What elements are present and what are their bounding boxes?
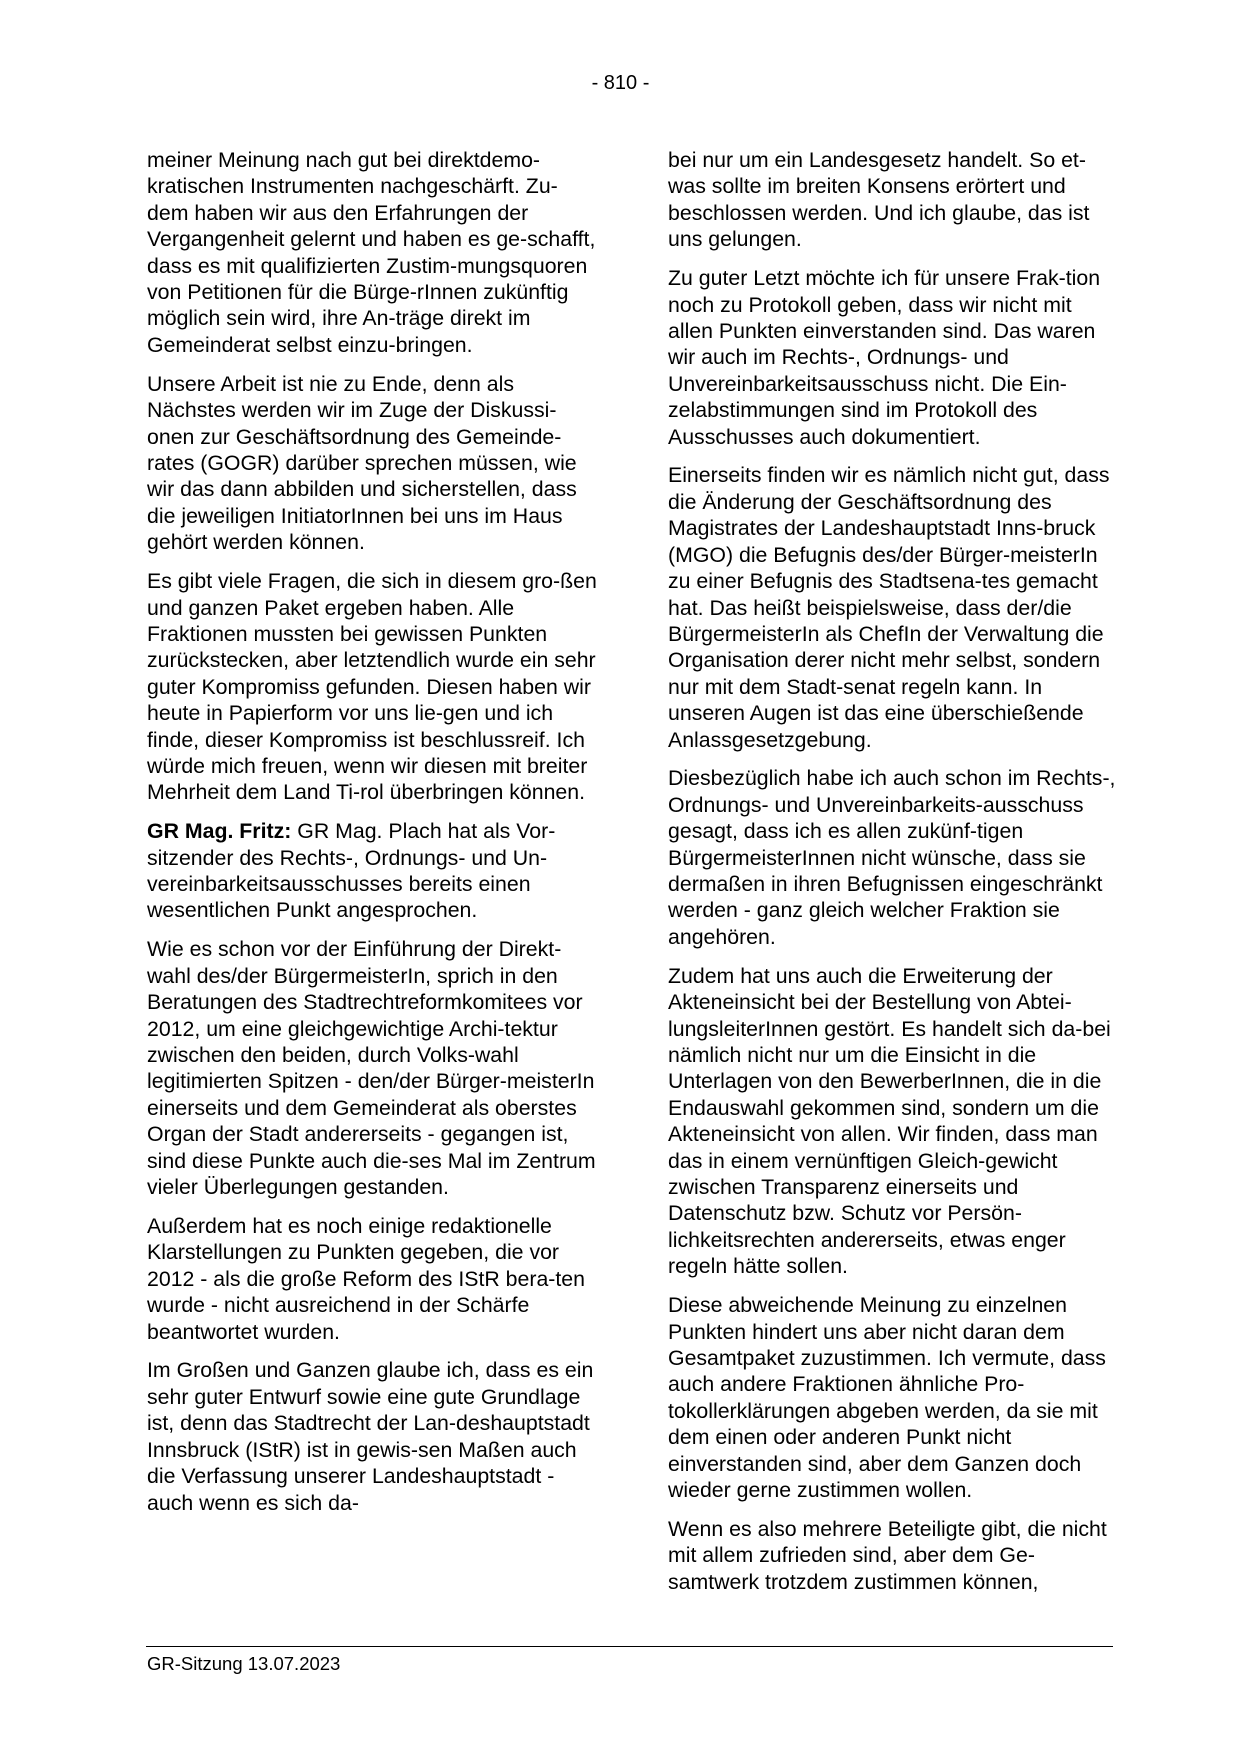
paragraph: Wie es schon vor der Einführung der Direkt-wahl des/der BürgermeisterIn, sprich in den Beratungen des Stadtrechtreformkomitees vor 2012, um eine gleichgewichtige Archi-tektur zwischen den beiden, durch Volks-wahl legitimierten Spitzen - den/der Bürger-meisterIn einerseits und dem Gemeinderat als oberstes Organ der Stadt andererseits - gegangen ist, sind diese Punkte auch die-ses Mal im Zentrum vieler Überlegungen gestanden. <box>147 937 596 1200</box>
paragraph: Einerseits finden wir es nämlich nicht gut, dass die Änderung der Geschäftsordnung des Magistrates der Landeshauptstadt Inns-bruck (MGO) die Befugnis des/der Bürger-meisterIn zu einer Befugnis des Stadtsena-tes gemacht hat. Das heißt beispielsweise, dass der/die BürgermeisterIn als ChefIn der Verwaltung die Organisation derer nicht mehr selbst, sondern nur mit dem Stadt-senat regeln kann. In unseren Augen ist das eine überschießende Anlassgesetzgebung. <box>668 463 1110 752</box>
paragraph: Es gibt viele Fragen, die sich in diesem gro-ßen und ganzen Paket ergeben haben. Alle Fraktionen mussten bei gewissen Punkten zurückstecken, aber letztendlich wurde ein sehr guter Kompromiss gefunden. Diesen haben wir heute in Papierform vor uns lie-gen und ich finde, dieser Kompromiss ist beschlussreif. Ich würde mich freuen, wenn wir diesen mit breiter Mehrheit dem Land Ti-rol überbringen können. <box>147 569 597 805</box>
paragraph: Diesbezüglich habe ich auch schon im Rechts-, Ordnungs- und Unvereinbarkeits-ausschuss gesagt, dass ich es allen zukünf-tigen BürgermeisterInnen nicht wünsche, dass sie dermaßen in ihren Befugnissen eingeschränkt werden - ganz gleich welcher Fraktion sie angehören. <box>668 766 1116 949</box>
paragraph: bei nur um ein Landesgesetz handelt. So et-was sollte im breiten Konsens erörtert und beschlossen werden. Und ich glaube, das ist uns gelungen. <box>668 148 1090 252</box>
paragraph: Außerdem hat es noch einige redaktionelle Klarstellungen zu Punkten gegeben, die vor 2012 - als die große Reform des IStR bera-ten wurde - nicht ausreichend in der Schärfe beantwortet wurden. <box>147 1213 585 1344</box>
paragraph: Unsere Arbeit ist nie zu Ende, denn als Nächstes werden wir im Zuge der Diskussi-onen zur Geschäftsordnung des Gemeinde-rates (GOGR) darüber sprechen müssen, wie wir das dann abbilden und sicherstellen, dass die jeweiligen InitiatorInnen bei uns im Haus gehört werden können. <box>147 371 577 555</box>
paragraph: Diese abweichende Meinung zu einzelnen Punkten hindert uns aber nicht daran dem Gesamtpaket zuzustimmen. Ich vermute, dass auch andere Fraktionen ähnliche Pro-tokollerklärungen abgeben werden, da sie mit dem einen oder anderen Punkt nicht einverstanden sind, aber dem Ganzen doch wieder gerne zustimmen wollen. <box>668 1293 1106 1502</box>
right-column <box>668 147 1120 1608</box>
footer-session-date: GR-Sitzung 13.07.2023 <box>147 1653 341 1674</box>
page-number: - 810 - <box>591 72 650 94</box>
speaker-paragraph <box>147 818 599 924</box>
paragraph: Im Großen und Ganzen glaube ich, dass es ein sehr guter Entwurf sowie eine gute Grundlage ist, denn das Stadtrecht der Lan-deshauptstadt Innsbruck (IStR) ist in gewis-sen Maßen auch die Verfassung unserer Landeshauptstadt - auch wenn es sich da- <box>147 1358 594 1515</box>
paragraph: Zudem hat uns auch die Erweiterung der Akteneinsicht bei der Bestellung von Abtei-lungsleiterInnen gestört. Es handelt sich da-bei nämlich nicht nur um die Einsicht in die Unterlagen von den BewerberInnen, die in die Endauswahl gekommen sind, sondern um die Akteneinsicht von allen. Wir finden, dass man das in einem vernünftigen Gleich-gewicht zwischen Transparenz einerseits und Datenschutz bzw. Schutz vor Persön-lichkeitsrechten andererseits, etwas enger regeln hätte sollen. <box>668 963 1111 1279</box>
speaker-name: GR Mag. Fritz: <box>147 819 292 844</box>
paragraph: Zu guter Letzt möchte ich für unsere Frak-tion noch zu Protokoll geben, dass wir nicht mit allen Punkten einverstanden sind. Das waren wir auch im Rechts-, Ordnungs- und Unvereinbarkeitsausschuss nicht. Die Ein-zelabstimmungen sind im Protokoll des Ausschusses auch dokumentiert. <box>668 266 1101 449</box>
paragraph: Wenn es also mehrere Beteiligte gibt, die nicht mit allem zufrieden sind, aber dem Ge-samtwerk trotzdem zustimmen können, <box>668 1516 1107 1594</box>
footer-divider <box>146 1646 1113 1647</box>
speaker-text: GR Mag. Plach hat als Vor-sitzender des Rechts-, Ordnungs- und Un-vereinbarkeitsausschusses bereits einen wesentlichen Punkt angesprochen. <box>147 819 556 923</box>
paragraph: meiner Meinung nach gut bei direktdemo-kratischen Instrumenten nachgeschärft. Zu-dem haben wir aus den Erfahrungen der Vergangenheit gelernt und haben es ge-schafft, dass es mit qualifizierten Zustim-mungsquoren von Petitionen für die Bürge-rInnen zukünftig möglich sein wird, ihre An-träge direkt im Gemeinderat selbst einzu-bringen. <box>147 148 596 357</box>
left-column <box>147 147 599 1528</box>
